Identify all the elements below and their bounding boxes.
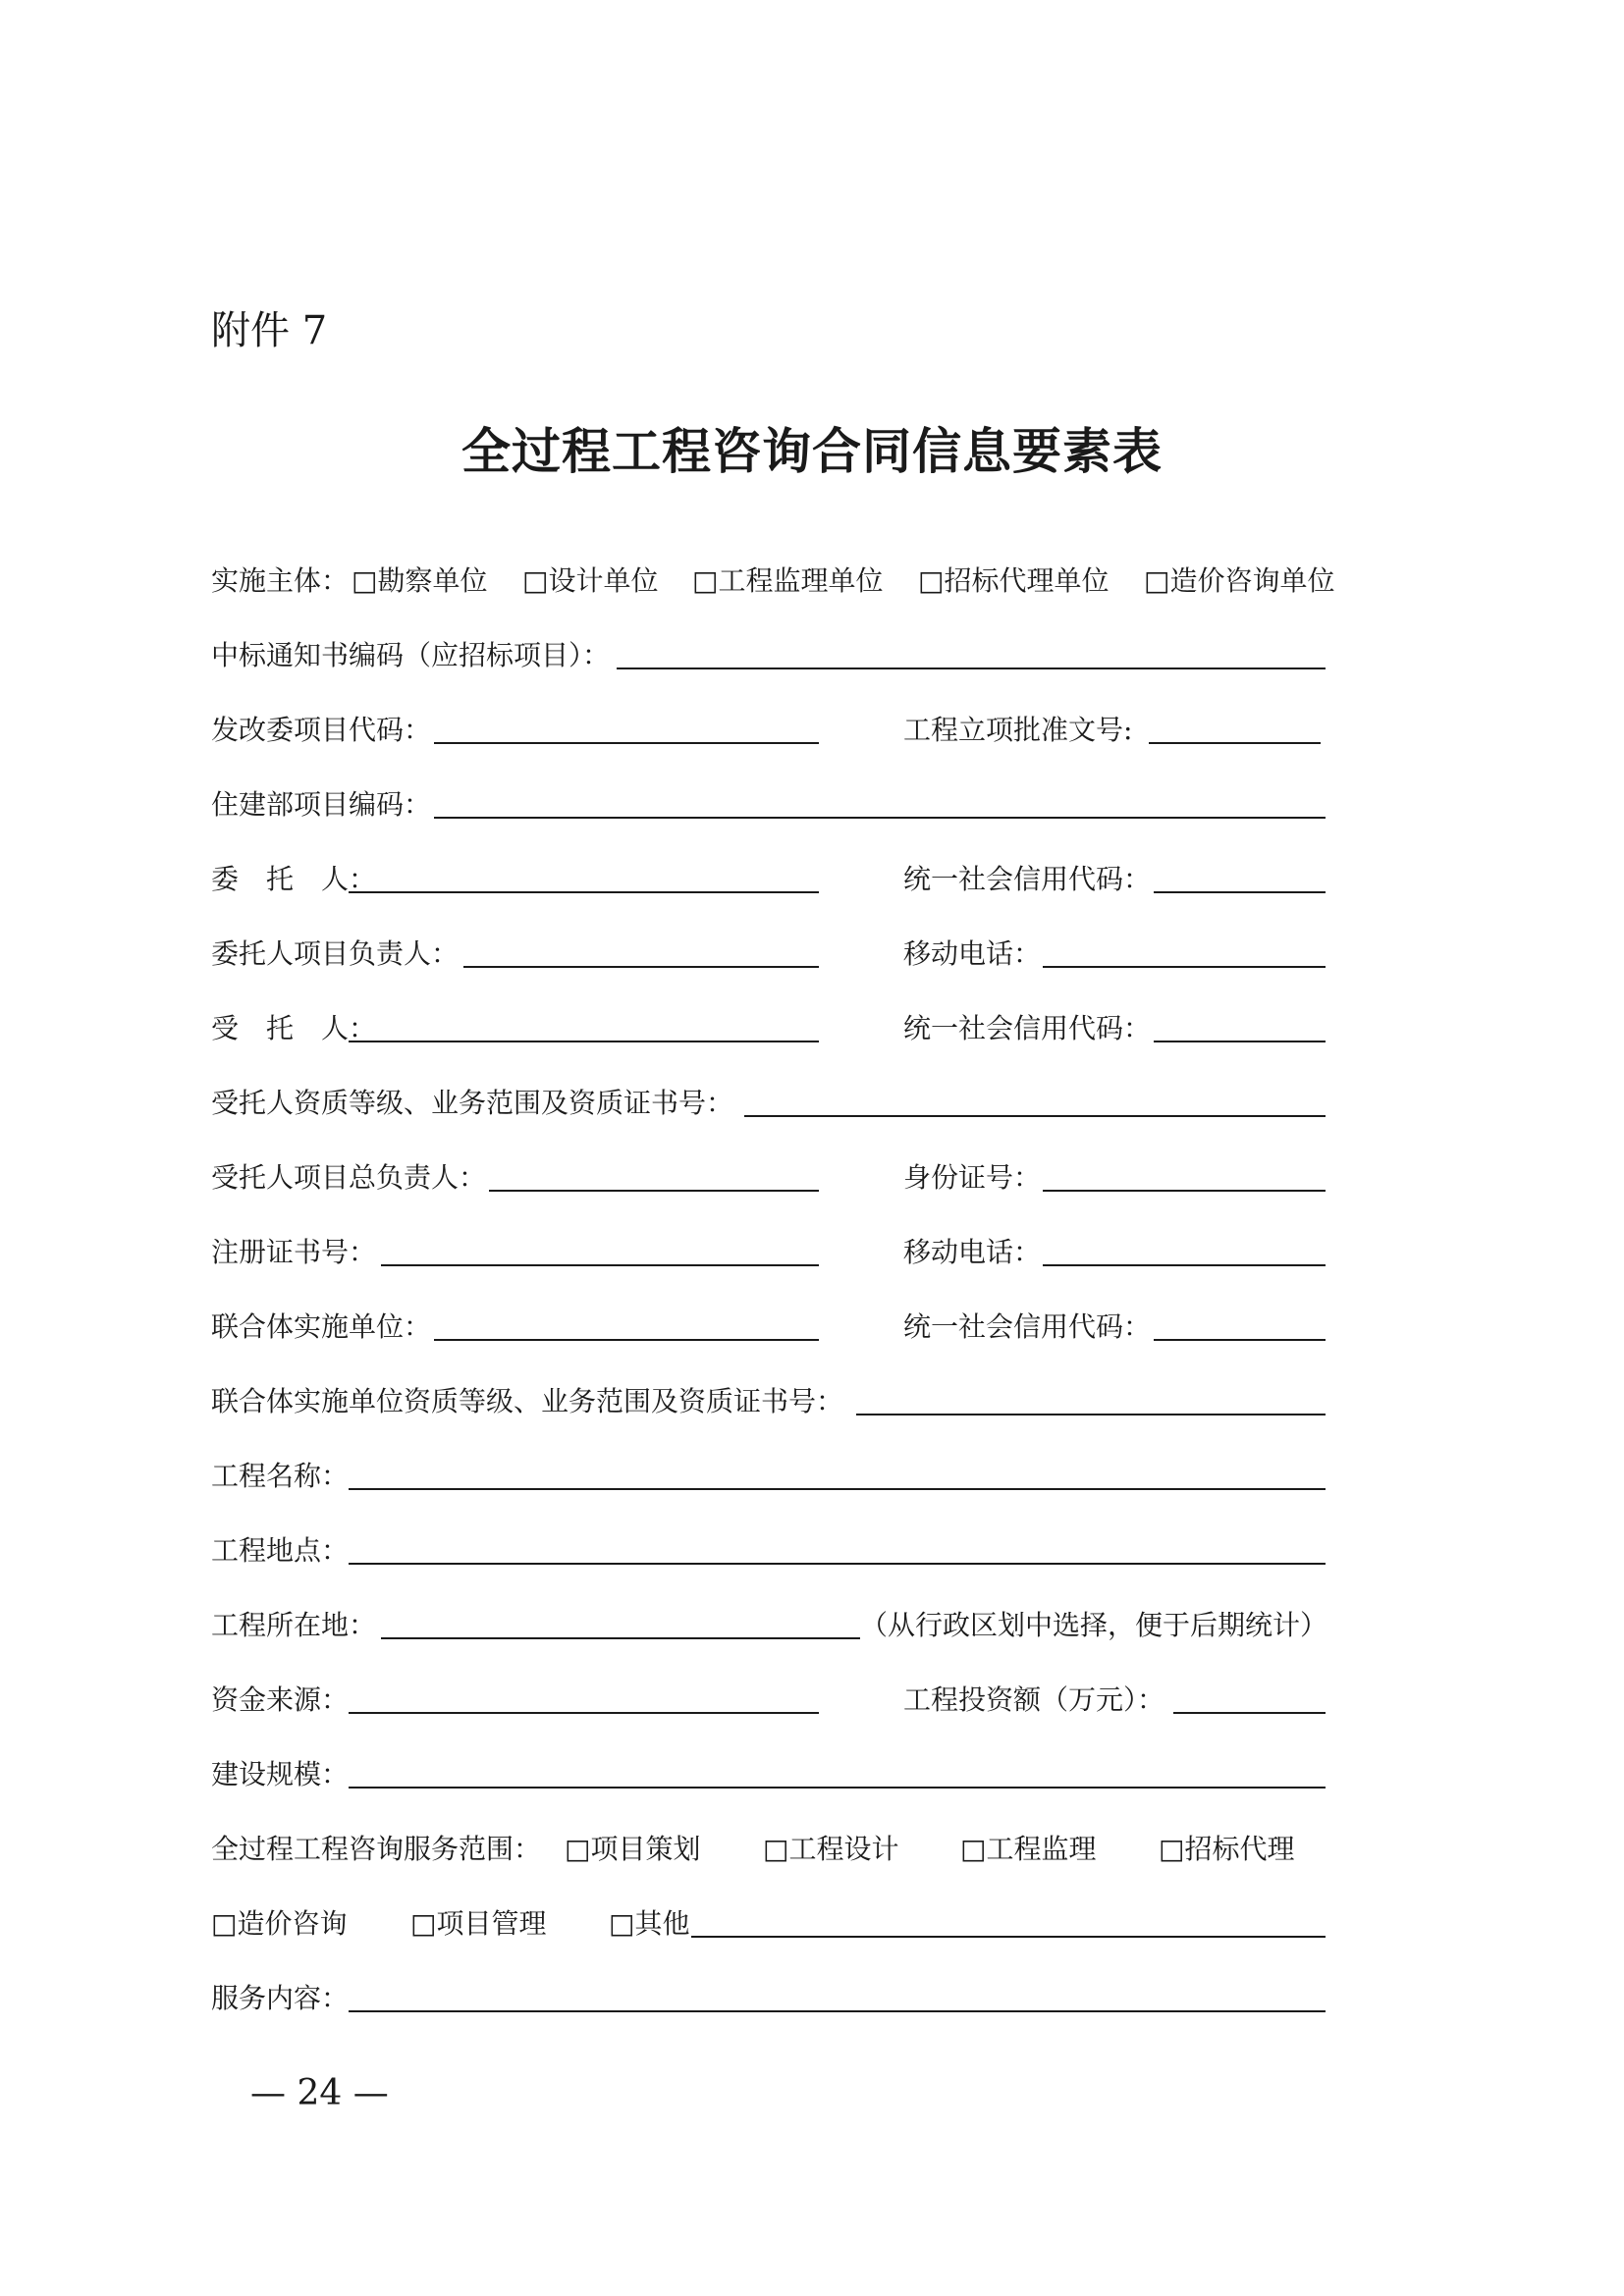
- trustee-label: 受 托 人：: [211, 1012, 377, 1044]
- mobile-field-1[interactable]: [1043, 966, 1326, 968]
- project-name-field[interactable]: [349, 1488, 1326, 1490]
- project-site-label: 工程地点：: [211, 1534, 350, 1567]
- mobile-label-2: 移动电话：: [903, 1236, 1042, 1268]
- client-pm-label: 委托人项目负责人：: [211, 937, 460, 970]
- checkbox-cost-consulting-unit[interactable]: □造价咨询单位: [1144, 564, 1335, 597]
- checkbox-project-management[interactable]: □项目管理: [410, 1907, 547, 1940]
- credit-code-label-1: 统一社会信用代码：: [903, 863, 1152, 895]
- reg-cert-label: 注册证书号：: [211, 1236, 377, 1268]
- page-title: 全过程工程咨询合同信息要素表: [461, 422, 1163, 480]
- bid-notice-code-label: 中标通知书编码（应招标项目）：: [211, 639, 611, 671]
- investment-field[interactable]: [1173, 1712, 1326, 1714]
- project-location-label: 工程所在地：: [211, 1609, 377, 1641]
- trustee-pm-field[interactable]: [489, 1190, 819, 1192]
- trustee-quals-label: 受托人资质等级、业务范围及资质证书号：: [211, 1087, 734, 1119]
- client-label: 委 托 人：: [211, 863, 377, 895]
- project-name-label: 工程名称：: [211, 1460, 350, 1492]
- checkbox-design-unit[interactable]: □设计单位: [522, 564, 659, 597]
- service-content-label: 服务内容：: [211, 1982, 350, 2014]
- trustee-pm-label: 受托人项目总负责人：: [211, 1161, 487, 1194]
- attachment-label: 附件 7: [211, 308, 328, 353]
- checkbox-survey-unit[interactable]: □勘察单位: [352, 564, 488, 597]
- scale-field[interactable]: [349, 1787, 1326, 1789]
- checkbox-other[interactable]: □其他: [609, 1907, 690, 1940]
- consortium-field[interactable]: [434, 1339, 819, 1341]
- credit-code-field-3[interactable]: [1154, 1339, 1326, 1341]
- mohurd-code-label: 住建部项目编码：: [211, 788, 432, 821]
- fund-source-field[interactable]: [349, 1712, 819, 1714]
- ndrc-code-label: 发改委项目代码：: [211, 714, 432, 746]
- client-field[interactable]: [349, 891, 819, 893]
- client-pm-field[interactable]: [463, 966, 819, 968]
- scope-label: 全过程工程咨询服务范围：: [211, 1833, 542, 1865]
- checkbox-cost-consulting[interactable]: □造价咨询: [211, 1907, 348, 1940]
- checkbox-project-planning[interactable]: □项目策划: [565, 1833, 701, 1865]
- project-site-field[interactable]: [349, 1563, 1326, 1565]
- checkbox-bidding-agency[interactable]: □招标代理: [1159, 1833, 1295, 1865]
- consortium-quals-field[interactable]: [856, 1414, 1326, 1415]
- location-note: （从行政区划中选择，便于后期统计）: [860, 1609, 1328, 1641]
- other-field[interactable]: [691, 1936, 1326, 1938]
- investment-label: 工程投资额（万元）：: [903, 1683, 1165, 1716]
- checkbox-engineering-design[interactable]: □工程设计: [763, 1833, 899, 1865]
- mobile-field-2[interactable]: [1043, 1264, 1326, 1266]
- page-number: — 24 —: [250, 2073, 389, 2113]
- project-location-field[interactable]: [381, 1637, 860, 1639]
- implementer-label: 实施主体：: [211, 564, 350, 597]
- trustee-field[interactable]: [349, 1041, 819, 1042]
- mobile-label-1: 移动电话：: [903, 937, 1042, 970]
- checkbox-supervision-unit[interactable]: □工程监理单位: [692, 564, 884, 597]
- approval-doc-label: 工程立项批准文号:: [903, 714, 1133, 746]
- checkbox-engineering-supervision[interactable]: □工程监理: [960, 1833, 1097, 1865]
- service-content-field[interactable]: [349, 2010, 1326, 2012]
- consortium-quals-label: 联合体实施单位资质等级、业务范围及资质证书号：: [211, 1385, 844, 1417]
- trustee-quals-field[interactable]: [744, 1115, 1326, 1117]
- approval-doc-field[interactable]: [1149, 742, 1321, 744]
- credit-code-label-3: 统一社会信用代码：: [903, 1310, 1152, 1343]
- credit-code-field-2[interactable]: [1154, 1041, 1326, 1042]
- mohurd-code-field[interactable]: [434, 817, 1326, 819]
- scale-label: 建设规模：: [211, 1758, 350, 1790]
- ndrc-code-field[interactable]: [434, 742, 819, 744]
- consortium-label: 联合体实施单位：: [211, 1310, 432, 1343]
- credit-code-label-2: 统一社会信用代码：: [903, 1012, 1152, 1044]
- bid-notice-code-field[interactable]: [617, 667, 1326, 669]
- credit-code-field-1[interactable]: [1154, 891, 1326, 893]
- reg-cert-field[interactable]: [381, 1264, 819, 1266]
- fund-source-label: 资金来源：: [211, 1683, 350, 1716]
- checkbox-bidding-agent-unit[interactable]: □招标代理单位: [918, 564, 1110, 597]
- id-number-field[interactable]: [1043, 1190, 1326, 1192]
- id-number-label: 身份证号：: [903, 1161, 1042, 1194]
